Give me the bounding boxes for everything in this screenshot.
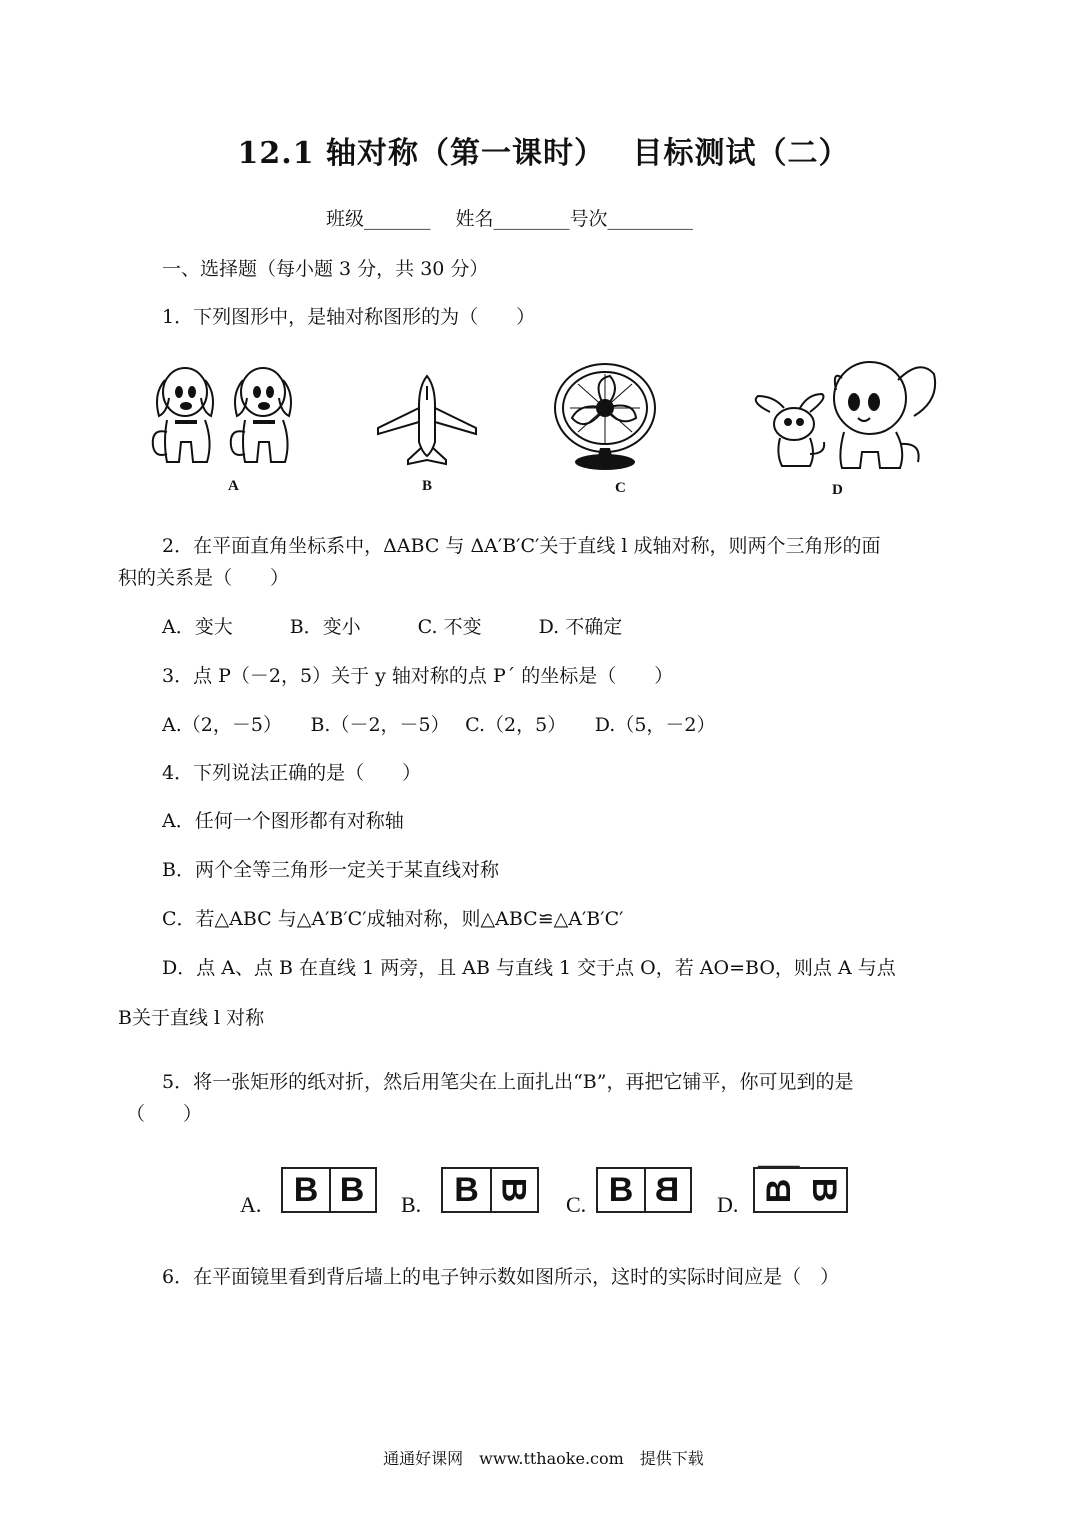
q4-option-d-line2: B关于直线 l 对称 <box>118 1007 265 1029</box>
figure-b-airplane <box>372 372 482 468</box>
q4-stem: 4．下列说法正确的是（ ） <box>162 762 422 784</box>
page-footer: 通通好课网 www.tthaoke.com 提供下载 <box>383 1449 704 1468</box>
q5-option-c-left: B <box>598 1169 646 1211</box>
q1-stem: 1．下列图形中，是轴对称图形的为（ ） <box>162 306 536 328</box>
q5-option-c-right: B <box>654 1170 680 1209</box>
q6-stem: 6．在平面镜里看到背后墙上的电子钟示数如图所示，这时的实际时间应是（ ） <box>162 1266 840 1288</box>
figure-d-label: D <box>832 482 843 498</box>
q5-option-a-right: B <box>339 1170 365 1209</box>
section-heading: 一、选择题（每小题 3 分，共 30 分） <box>162 258 489 280</box>
figure-a-dogs <box>145 362 300 474</box>
q4-option-b: B．两个全等三角形一定关于某直线对称 <box>162 859 499 881</box>
q5-option-a-left: B <box>283 1169 331 1211</box>
q5-option-a-letter: A. <box>240 1192 262 1217</box>
figure-c-fan <box>550 360 660 472</box>
figure-a-label: A <box>228 478 239 494</box>
q5-option-d-box <box>753 1167 848 1213</box>
q5-stem-line1: 5．将一张矩形的纸对折，然后用笔尖在上面扎出“B”，再把它铺平，你可见到的是 <box>162 1071 854 1093</box>
q5-option-a-box <box>281 1167 377 1213</box>
q5-option-c-box <box>596 1167 692 1213</box>
q5-option-c-letter: C. <box>566 1192 587 1217</box>
figure-c-label: C <box>615 480 626 496</box>
q5-option-d-left: B <box>758 1166 800 1214</box>
q2-stem-line2: 积的关系是（ ） <box>118 567 290 589</box>
q4-option-d-line1: D．点 A、点 B 在直线 1 两旁，且 AB 与直线 1 交于点 O，若 AO=BO，则点 A 与点 <box>162 957 896 979</box>
figure-b-label: B <box>422 478 433 494</box>
q5-stem-line2: （ ） <box>126 1103 203 1125</box>
q4-option-a: A．任何一个图形都有对称轴 <box>162 810 404 832</box>
q5-option-b-left: B <box>443 1169 492 1211</box>
q5-option-d-letter: D. <box>717 1192 739 1217</box>
q5-option-d-right: B <box>804 1177 843 1203</box>
q5-option-b-right: B <box>495 1177 533 1203</box>
q3-options: A.（2，－5） B.（－2，－5） C.（2，5） D.（5，－2） <box>162 714 716 736</box>
q3-stem: 3．点 P（－2，5）关于 y 轴对称的点 P´ 的坐标是（ ） <box>162 665 674 687</box>
q5-option-b-letter: B. <box>401 1192 422 1217</box>
q5-option-b-box <box>441 1167 539 1213</box>
q4-option-c: C．若△ABC 与△A′B′C′成轴对称，则△ABC≌△A′B′C′ <box>162 908 624 930</box>
q2-options: A．变大 B．变小 C. 不变 D. 不确定 <box>162 616 623 638</box>
figure-d-animals <box>750 350 940 474</box>
page-title: 12.1 轴对称（第一课时） 目标测试（二） <box>237 136 850 171</box>
student-info: 班级_______ 姓名________号次_________ <box>326 208 694 230</box>
q2-stem-line1: 2．在平面直角坐标系中，ΔABC 与 ΔA′B′C′关于直线 l 成轴对称，则两个三角形的面 <box>162 535 881 557</box>
